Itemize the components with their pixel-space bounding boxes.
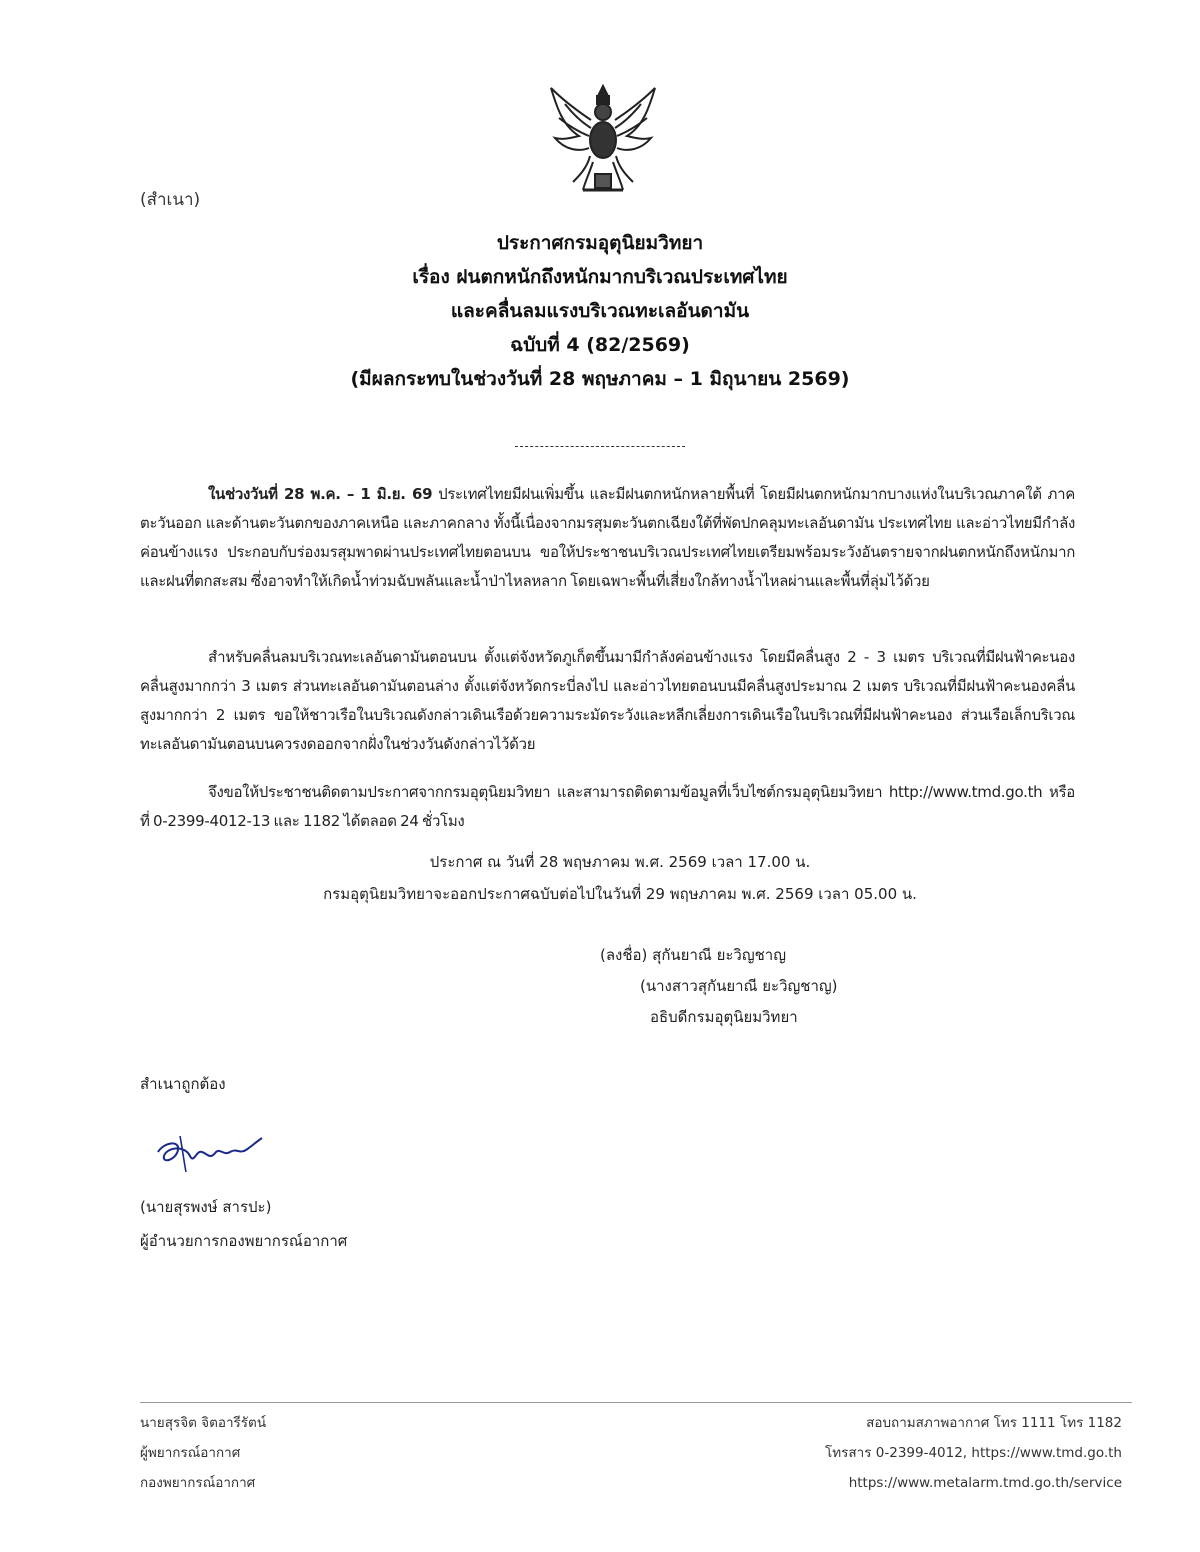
contact-phone: สอบถามสภาพอากาศ โทร 1111 โทร 1182 [866, 1415, 1122, 1431]
title-effective-period: (มีผลกระทบในช่วงวันที่ 28 พฤษภาคม – 1 มิถุนายน 2569) [350, 368, 850, 390]
handwritten-signature-icon [150, 1122, 270, 1182]
paragraph-wave-forecast: สำหรับคลื่นลมบริเวณทะเลอันดามันตอนบน ตั้งแต่จังหวัดภูเก็ตขึ้นมามีกำลังค่อนข้างแรง โดยมีคลื่นสูง 2 - 3 เมตร บริเวณที่มีฝนฟ้าคะนองคลื่นสูงมากกว่า 3 เมตร ส่วนทะเลอันดามันตอนล่าง ตั้งแต่จังหวัดกระบี่ลงไป และอ่าวไทยตอนบนมีคลื่นสูงประมาณ 2 เมตร บริเวณที่มีฝนฟ้าคะนองคลื่นสูงมากกว่า 2 เมตร ขอให้ชาวเรือในบริเวณดังกล่าวเดินเรือด้วยความระมัดระวังและหลีกเลี่ยงการเดินเรือในบริเวณที่มีฝนฟ้าคะนอง ส่วนเรือเล็กบริเวณทะเลอันดามันตอนบนควรงดออกจากฝั่งในช่วงวันดังกล่าวไว้ด้วย [140, 648, 1075, 753]
contact-metalarm-link: https://www.metalarm.tmd.go.th/service [848, 1475, 1122, 1491]
contact-fax-website: โทรสาร 0-2399-4012, https://www.tmd.go.th [825, 1445, 1122, 1461]
title-subject-cont: และคลื่นลมแรงบริเวณทะเลอันดามัน [450, 300, 750, 322]
certifier-block [140, 1190, 347, 1258]
announcement-title [250, 226, 950, 396]
paragraph-text: ประเทศไทยมีฝนเพิ่มขึ้น และมีฝนตกหนักหลายพื้นที่ โดยมีฝนตกหนักมากบางแห่งในบริเวณภาคใต้ ภาคตะวันออก และด้านตะวันตกของภาคเหนือ และภาคกลาง ทั้งนี้เนื่องจากมรสุมตะวันตกเฉียงใต้ที่พัดปกคลุมทะเลอันดามัน ประเทศไทย และอ่าวไทยมีกำลังค่อนข้างแรง ประกอบกับร่องมรสุมพาดผ่านประเทศไทยตอนบน ขอให้ประชาชนบริเวณประเทศไทยเตรียมพร้อมระวังอันตรายจากฝนตกหนักถึงหนักมากและฝนที่ตกสะสม ซึ่งอาจทำให้เกิดน้ำท่วมฉับพลันและน้ำป่าไหลหลาก โดยเฉพาะพื้นที่เสี่ยงใกล้ทางน้ำไหลผ่านและพื้นที่ลุ่มไว้ด้วย [140, 485, 1075, 590]
footer-contact [825, 1408, 1122, 1498]
signer-position: อธิบดีกรมอุตุนิยมวิทยา [650, 1008, 798, 1026]
signed-by: (ลงชื่อ) สุกันยาณี ยะวิญชาญ [600, 946, 786, 964]
title-subject: เรื่อง ฝนตกหนักถึงหนักมากบริเวณประเทศไทย [412, 266, 788, 288]
copy-mark: (สำเนา) [140, 190, 201, 210]
certifier-name: (นายสุรพงษ์ สารปะ) [140, 1198, 272, 1216]
title-divider [515, 446, 685, 447]
next-announcement: กรมอุตุนิยมวิทยาจะออกประกาศฉบับต่อไปในวันที่ 29 พฤษภาคม พ.ศ. 2569 เวลา 05.00 น. [323, 885, 917, 903]
paragraph-rain-forecast [140, 480, 1075, 596]
title-agency: ประกาศกรมอุตุนิยมวิทยา [496, 232, 704, 254]
footer-forecaster [140, 1408, 266, 1498]
paragraph-lead: ในช่วงวันที่ 28 พ.ค. – 1 มิ.ย. 69 [208, 485, 433, 503]
forecaster-name: นายสุรจิต จิตอารีรัตน์ [140, 1415, 267, 1431]
announcement-date: ประกาศ ณ วันที่ 28 พฤษภาคม พ.ศ. 2569 เวลา 17.00 น. [429, 853, 811, 871]
certified-copy-label: สำเนาถูกต้อง [140, 1075, 226, 1093]
signer-full-name: (นางสาวสุกันยาณี ยะวิญชาญ) [640, 977, 838, 995]
garuda-emblem-icon [543, 78, 663, 198]
forecaster-division: กองพยากรณ์อากาศ [140, 1475, 256, 1491]
title-issue-number: ฉบับที่ 4 (82/2569) [510, 334, 690, 356]
certifier-position: ผู้อำนวยการกองพยากรณ์อากาศ [140, 1232, 348, 1250]
director-signature-block [600, 940, 838, 1033]
footer-divider [140, 1402, 1132, 1403]
forecaster-role: ผู้พยากรณ์อากาศ [140, 1445, 241, 1461]
paragraph-contact-info: จึงขอให้ประชาชนติดตามประกาศจากกรมอุตุนิยมวิทยา และสามารถติดตามข้อมูลที่เว็บไซต์กรมอุตุนิยมวิทยา http://www.tmd.go.th หรือที่ 0-2399-4012-13 และ 1182 ได้ตลอด 24 ชั่วโมง [140, 783, 1075, 830]
